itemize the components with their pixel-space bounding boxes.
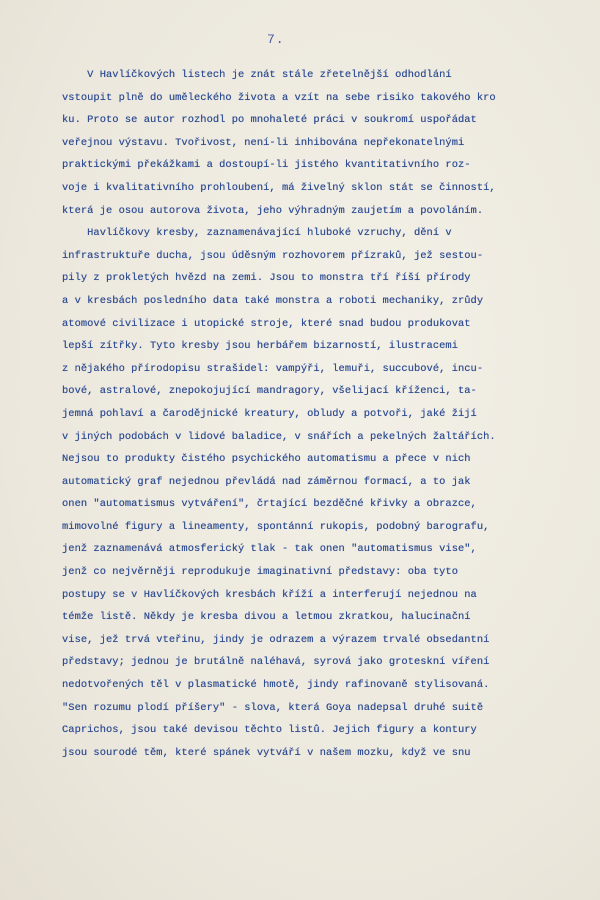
text-line: Caprichos, jsou také devisou těchto listů. Jejich figury a kontury: [62, 724, 477, 737]
text-line: Nejsou to produkty čistého psychického automatismu a přece v nich: [62, 453, 471, 466]
text-line: praktickými překážkami a dostoupí-li jistého kvantitativního roz-: [62, 159, 471, 172]
text-line: nedotvořených těl v plasmatické hmotě, jindy rafinovaně stylisovaná.: [62, 679, 490, 692]
text-line: témže listě. Někdy je kresba divou a letmou zkratkou, halucinační: [62, 611, 471, 624]
text-line: mimovolné figury a lineamenty, spontánní rukopis, podobný barografu,: [62, 520, 490, 533]
text-line: lepší zítřky. Tyto kresby jsou herbářem bizarností, ilustracemi: [62, 340, 458, 353]
page-number: 7.: [267, 32, 285, 47]
text-line: jenž co nejvěrněji reprodukuje imaginativní představy: oba tyto: [62, 566, 458, 579]
text-line: jemná pohlaví a čarodějnické kreatury, obludy a potvoři, jaké žijí: [62, 407, 477, 420]
text-line: z nějakého přírodopisu strašidel: vampýři, lemuři, succubové, incu-: [62, 362, 484, 375]
text-line: Havlíčkovy kresby, zaznamenávající hluboké vzruchy, dění v: [62, 227, 452, 240]
text-line: infrastruktuře ducha, jsou úděsným rozhovorem přízraků, jež sestou-: [62, 249, 484, 262]
text-line: která je osou autorova života, jeho výhradným zaujetím a povoláním.: [62, 204, 484, 217]
text-line: atomové civilizace i utopické stroje, které snad budou produkovat: [62, 317, 471, 330]
text-line: automatický graf nejednou převládá nad záměrnou formací, a to jak: [62, 475, 471, 488]
text-line: "Sen rozumu plodí příšery" - slova, která Goya nadepsal druhé suitě: [62, 701, 484, 714]
text-line: jenž zaznamenává atmosferický tlak - tak onen "automatismus vise",: [62, 543, 477, 556]
text-line: veřejnou výstavu. Tvořivost, není-li inhibována nepřekonatelnými: [62, 136, 465, 149]
text-line: jsou sourodé těm, které spánek vytváří v našem mozku, když ve snu: [62, 746, 471, 759]
text-line: a v kresbách posledního data také monstra a roboti mechaniky, zrůdy: [62, 294, 484, 307]
text-line: v jiných podobách v lidové baladice, v snářích a pekelných žaltářích.: [62, 430, 496, 443]
text-line: V Havlíčkových listech je znát stále zřetelnější odhodlání: [62, 69, 452, 81]
text-line: onen "automatismus vytváření", črtající bezděčné křivky a obrazce,: [62, 498, 477, 511]
text-line: bové, astralové, znepokojující mandragory, všelijací kříženci, ta-: [62, 385, 477, 398]
text-line: představy; jednou je brutálně naléhavá, syrová jako groteskní víření: [62, 656, 490, 669]
text-line: vstoupit plně do uměleckého života a vzít na sebe risiko takového kro: [62, 91, 496, 104]
typed-body-text: [62, 64, 600, 764]
text-line: ku. Proto se autor rozhodl po mnohaleté práci v soukromí uspořádat: [62, 114, 477, 127]
text-line: pily z prokletých hvězd na zemi. Jsou to monstra tří říší přírody: [62, 272, 471, 285]
text-line: voje i kvalitativního prohloubení, má živelný sklon stát se činností,: [62, 181, 496, 194]
text-line: vise, jež trvá vteřinu, jindy je odrazem a výrazem trvalé obsedantní: [62, 633, 490, 646]
text-line: postupy se v Havlíčkových kresbách kříží a interferují nejednou na: [62, 588, 477, 601]
